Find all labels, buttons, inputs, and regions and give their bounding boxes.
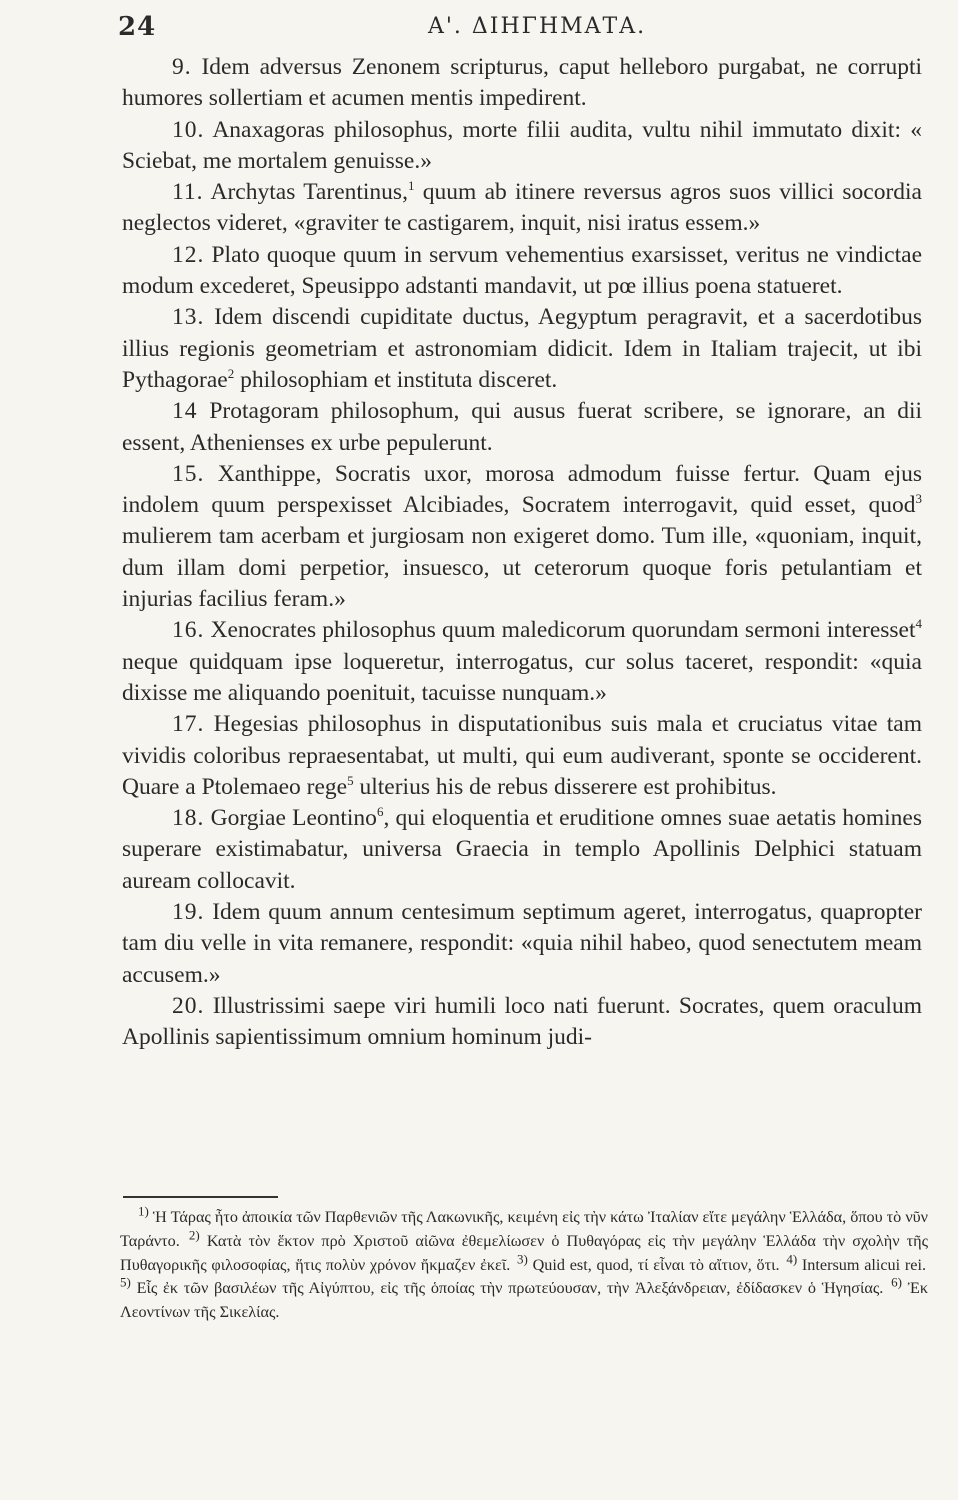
paragraph-14 — [122, 396, 922, 459]
paragraph-number: 17. — [172, 711, 205, 738]
paragraph-text: Plato quoque quum in servum vehementius exarsisset, veritus ne vindictae modum excederet, Speusippo adstanti mandavit, ut pœ illius poena statueret. — [122, 241, 922, 300]
footnote-mark: 1) — [138, 1203, 149, 1219]
footnote-1: Ἡ Τάρας ἦτο ἀποικία τῶν Παρθενιῶν τῆς Λακωνικῆς, κειμένη εἰς τὴν κάτω Ἰταλίαν εἴτε μεγάλην Ἑλλάδα, ὅπου τὸ νῦν Ταράντο. — [120, 1208, 928, 1250]
footnote-ref: 6 — [376, 804, 384, 820]
paragraph-text: Idem discendi cupiditate ductus, Aegyptum peragravit, et a sacerdotibus illius regionis geometriam et astronomiam didicit. Idem in Italiam trajecit, ut ibi Pythagorae — [122, 304, 923, 393]
footnote-ref: 3 — [915, 491, 922, 507]
paragraph-number: 9. — [172, 54, 192, 80]
footnote-ref: 4 — [915, 616, 923, 632]
paragraph-11 — [122, 177, 922, 240]
paragraph-19 — [122, 897, 922, 991]
paragraph-text: Xanthippe, Socratis uxor, morosa admodum fuisse fertur. Quam ejus indolem quum perspexisset Alcibiades, Socratem interrogavit, quid esset, quod — [122, 460, 922, 519]
paragraph-text: philosophiam et instituta disceret. — [234, 366, 558, 393]
footnote-mark: 4) — [786, 1251, 798, 1267]
paragraph-number: 13. — [172, 304, 205, 331]
footnote-ref: 5 — [347, 773, 354, 788]
main-text — [122, 52, 922, 1054]
paragraph-18 — [122, 803, 922, 897]
paragraph-number: 10. — [172, 116, 205, 143]
paragraph-number: 15. — [172, 460, 205, 487]
paragraph-number: 19. — [172, 899, 205, 926]
footnote-mark: 3) — [517, 1251, 528, 1267]
paragraph-16 — [122, 615, 922, 709]
paragraph-number: 20. — [172, 992, 205, 1019]
footnote-ref: 2 — [227, 366, 235, 382]
paragraph-20 — [122, 991, 922, 1054]
paragraph-13 — [122, 302, 922, 396]
paragraph-text: Gorgiae Leontino — [210, 805, 377, 832]
footnote-5: Εἷς ἐκ τῶν βασιλέων τῆς Αἰγύπτου, εἰς τῆς ὁποίας τὴν πρωτεύουσαν, τὴν Ἀλεξάνδρειαν, ἐδίδασκεν ὁ Ἡγησίας. — [136, 1279, 884, 1298]
paragraph-text: Idem adversus Zenonem scripturus, caput helleboro purgabat, ne corrupti humores sollertiam et acumen mentis impedirent. — [122, 54, 923, 112]
footnote-rule — [123, 1196, 278, 1198]
footnote-2: Κατὰ τὸν ἕκτον πρὸ Χριστοῦ αἰῶνα ἐθεμελίωσεν ὁ Πυθαγόρας εἰς τὴν μεγάλην Ἑλλάδα τὴν σχολὴν τῆς Πυθαγορικῆς φιλοσοφίας, ἥτις πολὺν χρόνον ἤκμαζεν ἐκεῖ. — [120, 1231, 929, 1274]
paragraph-text: mulierem tam acerbam et jurgiosam non exigeret domo. Tum ille, «quoniam, inquit, dum illam domi perpetior, insuesco, ut ceterorum quoque foris petulantiam et injurias facilius feram.» — [122, 523, 922, 613]
paragraph-12 — [122, 240, 922, 303]
paragraph-text: ulterius his de rebus disserere est prohibitus. — [353, 773, 777, 800]
paragraph-number: 12. — [172, 241, 205, 268]
paragraph-text: Anaxagoras philosophus, morte filii audita, vultu nihil immutato dixit: « Sciebat, me mortalem genuisse.» — [122, 116, 922, 174]
paragraph-number: 14 — [172, 398, 198, 425]
paragraph-text: Illustrissimi saepe viri humili loco nati fuerunt. Socrates, quem oraculum Apollinis sapientissimum omnium hominum judi- — [122, 992, 922, 1051]
footnotes — [120, 1203, 929, 1325]
paragraph-text: , qui eloquentia et eruditione omnes suae aetatis homines superare existimabatur, universa Graecia in templo Apollinis Delphici statuam auream collocavit. — [122, 805, 922, 894]
running-head: Α'. ΔΙΗΓΗΜΑΤΑ. — [428, 14, 647, 39]
paragraph-number: 11. — [172, 179, 204, 206]
footnote-4: Intersum alicui rei. — [801, 1255, 927, 1274]
paragraph-17 — [122, 709, 922, 803]
footnote-mark: 5) — [120, 1275, 131, 1290]
footnote-mark: 2) — [188, 1227, 200, 1243]
paragraph-text: neque quidquam ipse loqueretur, interrogatus, cur solus taceret, respondit: «quia dixisse me aliquando poenituit, tacuisse nunquam.» — [122, 648, 922, 706]
footnote-6: Ἐκ Λεοντίνων τῆς Σικελίας. — [120, 1279, 929, 1322]
footnote-mark: 6) — [891, 1275, 902, 1290]
footnote-ref: 1 — [407, 178, 415, 194]
paragraph-text: Protagoram philosophum, qui ausus fuerat scribere, se ignorare, an dii essent, Athenienses ex urbe pepulerunt. — [122, 398, 923, 456]
paragraph-number: 18. — [172, 805, 205, 832]
paragraph-text: Hegesias philosophus in disputationibus suis mala et cruciatus vitae tam vividis coloribus repraesentabat, ut multi, qui eum audiverant, sponte se occiderent. Quare a Ptolemaeo rege — [122, 711, 922, 800]
paragraph-text: Idem quum annum centesimum septimum ageret, interrogatus, quapropter tam diu velle in vita remanere, respondit: «quia nihil habeo, quod senectutem meam accusem.» — [122, 899, 923, 988]
page-header — [118, 6, 924, 46]
paragraph-number: 16. — [172, 617, 205, 644]
paragraph-text: Archytas Tarentinus, — [210, 179, 408, 206]
paragraph-15 — [122, 459, 922, 615]
paragraph-10 — [122, 115, 922, 178]
paragraph-9 — [122, 52, 922, 115]
page-number: 24 — [118, 12, 157, 42]
paragraph-text: quum ab itinere reversus agros suos villici socordia neglectos videret, «graviter te castigarem, inquit, nisi iratus essem.» — [122, 179, 922, 237]
paragraph-text: Xenocrates philosophus quum maledicorum quorundam sermoni interesset — [210, 617, 916, 644]
footnote-3: Quid est, quod, τί εἶναι τὸ αἴτιον, ὅτι. — [532, 1255, 780, 1274]
